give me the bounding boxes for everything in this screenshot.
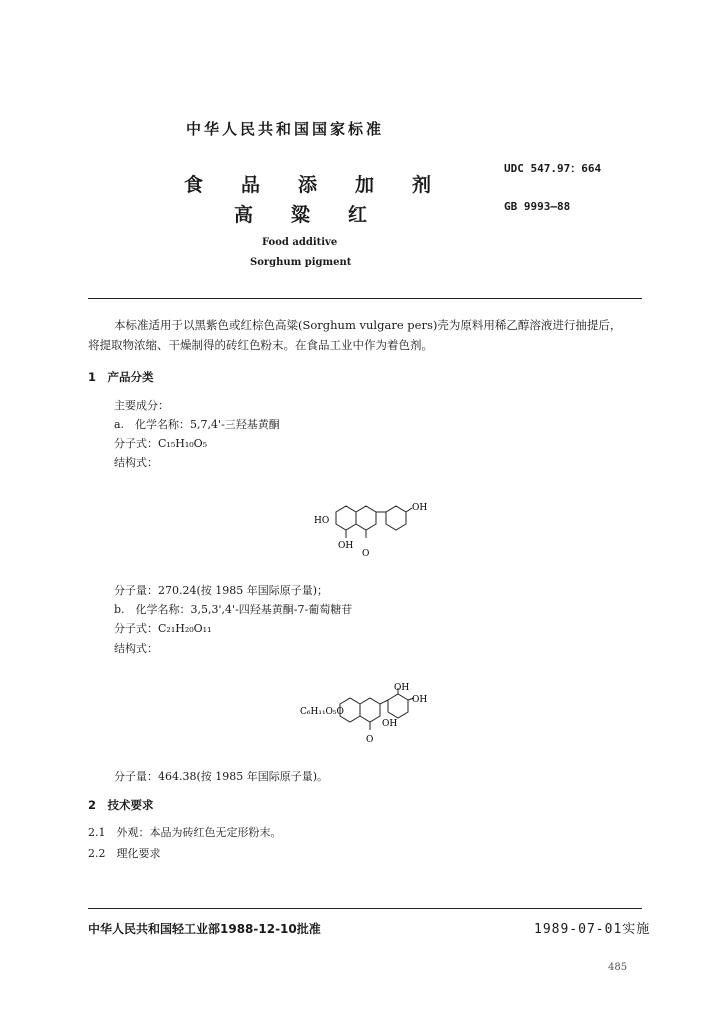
footer-divider	[88, 908, 642, 909]
gb-code: GB 9993—88	[504, 200, 571, 213]
section-2-2-physicochemical: 2.2 理化要求	[88, 847, 161, 860]
struct-b-sugar: C₆H₁₁O₅O	[300, 707, 344, 717]
implementation-date: 1989-07-01实施	[534, 922, 651, 937]
document-title-cn-line1: 食品添加剂	[184, 174, 470, 196]
document-title-en-line2: Sorghum pigment	[250, 257, 352, 268]
compound-b-name: b. 化学名称：3,5,3',4'-四羟基黄酮-7-葡萄糖苷	[114, 603, 353, 616]
struct-b-oh-3: OH	[382, 719, 398, 729]
struct-a-oh-top: OH	[412, 503, 428, 513]
compound-a-molecular-weight: 分子量：270.24(按 1985 年国际原子量)；	[114, 584, 329, 597]
intro-line-2: 将提取物浓缩、干燥制得的砖红色粉末。在食品工业中作为着色剂。	[88, 338, 433, 352]
header-divider	[88, 298, 642, 299]
compound-a-formula: 分子式：C₁₅H₁₀O₅	[114, 437, 208, 450]
compound-b-molecular-weight: 分子量：464.38(按 1985 年国际原子量)。	[114, 770, 329, 783]
page-number: 485	[608, 962, 628, 973]
compound-a-name: a. 化学名称：5,7,4'-三羟基黄酮	[114, 418, 280, 431]
document-title-cn-line2: 高粱红	[234, 204, 406, 226]
struct-b-o: O	[366, 735, 374, 745]
compound-a-structure-label: 结构式：	[114, 456, 158, 469]
struct-b-oh-1: OH	[394, 683, 410, 693]
section-1-heading: 1 产品分类	[88, 370, 154, 384]
struct-a-oh-bottom: OH	[338, 541, 354, 551]
main-components-label: 主要成分：	[114, 399, 169, 412]
intro-line-1: 本标准适用于以黑紫色或红棕色高粱(Sorghum vulgare pers)壳为原料用稀乙醇溶液进行抽提后，	[114, 318, 622, 332]
struct-a-o: O	[362, 549, 370, 559]
struct-b-oh-2: OH	[412, 695, 428, 705]
udc-code: UDC 547.97：664	[504, 162, 602, 175]
section-2-1-appearance: 2.1 外观：本品为砖红色无定形粉末。	[88, 826, 282, 839]
document-title-en-line1: Food additive	[262, 237, 338, 248]
approval-statement: 中华人民共和国轻工业部1988-12-10批准	[88, 922, 321, 936]
compound-b-formula: 分子式：C₂₁H₂₀O₁₁	[114, 622, 212, 635]
section-2-heading: 2 技术要求	[88, 798, 154, 812]
standard-org-title: 中华人民共和国国家标准	[186, 120, 385, 138]
structure-a-diagram	[312, 498, 442, 560]
compound-b-structure-label: 结构式：	[114, 642, 158, 655]
struct-a-ho: HO	[314, 516, 330, 526]
structure-b-diagram	[300, 680, 440, 750]
